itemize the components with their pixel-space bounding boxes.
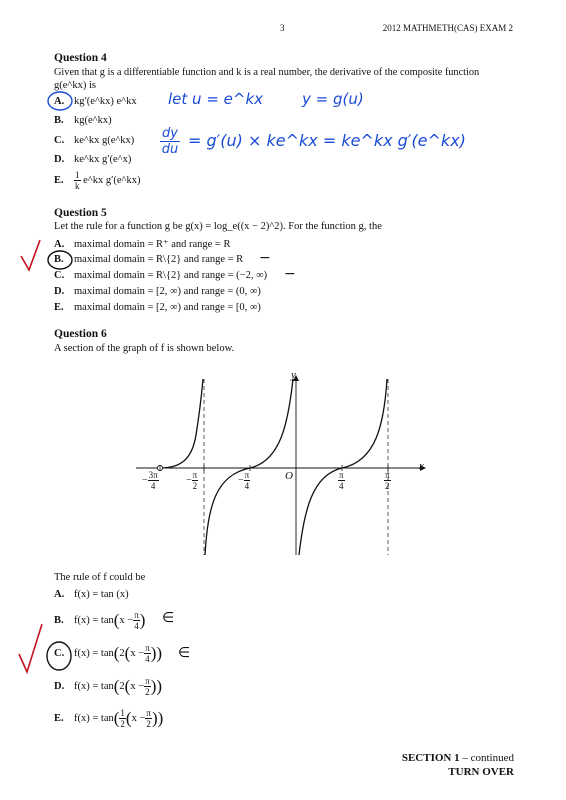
q5-dash-mark-c: −	[284, 266, 296, 282]
q4-option-c[interactable]	[54, 135, 134, 146]
frac-num: π	[145, 676, 150, 686]
option-text: maximal domain = [2, ∞) and range = (0, ∞)	[74, 286, 261, 297]
option-inner: x −	[130, 680, 145, 692]
handwriting-derivative: = g′(u) × ke^kx = ke^kx g′(e^kx)	[188, 131, 466, 150]
handwriting-dydu	[160, 126, 180, 157]
option-letter: E.	[54, 302, 64, 313]
tick-label-neg-3pi-4	[142, 470, 159, 491]
curve-branch-1	[160, 379, 203, 468]
option-coef: 2	[119, 680, 125, 692]
tick-label-pi-2	[384, 470, 391, 491]
option-letter: B.	[54, 614, 64, 626]
option-prefix: f(x) = tan	[74, 680, 114, 692]
frac-den: 2	[120, 719, 125, 729]
option-letter: C.	[54, 135, 65, 146]
option-letter: C.	[54, 647, 65, 659]
handwriting-y-gu: y = g(u)	[302, 90, 364, 108]
tick-den: 4	[339, 481, 344, 491]
hw-du: du	[161, 142, 179, 157]
footer-turn-over: TURN OVER	[448, 766, 514, 778]
frac-den: k	[75, 181, 80, 191]
option-text: maximal domain = R⁺ and range = R	[74, 239, 231, 250]
option-text: maximal domain = R\{2} and range = (−2, ∞)	[74, 270, 268, 281]
option-letter: C.	[54, 270, 65, 281]
footer-section	[402, 752, 514, 764]
q4-option-e[interactable]	[54, 170, 140, 191]
tick-den: 4	[150, 481, 156, 491]
option-coef: 2	[119, 647, 125, 659]
option-letter: B.	[54, 115, 64, 126]
tick-num: π	[192, 470, 198, 480]
tick-sign: −	[186, 474, 192, 486]
q4-stem-line1: Given that g is a differentiable function and k is a real number, the derivative of the composite function	[54, 67, 480, 78]
q4-stem-line2: g(e^kx) is	[54, 80, 96, 91]
q5-option-c[interactable]	[54, 270, 267, 281]
curve-branch-3	[299, 379, 387, 555]
option-letter: B.	[54, 254, 64, 265]
option-prefix: f(x) = tan	[74, 647, 114, 659]
option-text: maximal domain = R\{2} and range = R	[74, 254, 244, 265]
q6-graph	[130, 365, 430, 560]
tick-den: 2	[385, 481, 390, 491]
frac-den: 2	[146, 719, 151, 729]
footer-section-label: SECTION 1	[401, 752, 460, 764]
option-inner: x −	[130, 647, 145, 659]
q5-option-d[interactable]	[54, 286, 261, 297]
question-5-heading: Question 5	[54, 207, 107, 219]
frac-num: 1	[120, 708, 125, 718]
frac-den: 4	[145, 654, 150, 664]
option-letter: A.	[54, 96, 65, 107]
option-text: e^kx g′(e^kx)	[83, 174, 141, 186]
q6-option-c[interactable]: C. f(x) = tan(2(x − $\frac{\pi}{4}$ ))	[54, 643, 163, 664]
option-letter: A.	[54, 589, 65, 600]
option-letter: D.	[54, 154, 65, 165]
tick-num: π	[385, 470, 390, 480]
y-axis-label: y	[291, 369, 296, 381]
q6-mark-c: ∈	[178, 645, 191, 661]
frac-num: π	[146, 708, 151, 718]
option-prefix: f(x) = tan	[74, 614, 114, 626]
q6-rule-prompt: The rule of f could be	[54, 572, 146, 583]
option-text: maximal domain = [2, ∞) and range = [0, ∞)	[74, 302, 261, 313]
q5-option-b[interactable]	[54, 254, 243, 265]
q4-option-b[interactable]	[54, 115, 112, 126]
option-prefix: f(x) = tan	[74, 712, 114, 724]
frac-num: π	[134, 610, 139, 620]
tick-den: 2	[192, 481, 198, 491]
q6-option-a[interactable]	[54, 589, 129, 600]
option-text: f(x) = tan (x)	[74, 589, 129, 600]
frac-den: 2	[145, 687, 150, 697]
q4-option-d[interactable]	[54, 154, 131, 165]
tick-num: π	[244, 470, 250, 480]
x-axis-label: x	[419, 460, 424, 472]
option-letter: A.	[54, 239, 65, 250]
tick-num: 3π	[148, 470, 158, 480]
q5-option-e[interactable]	[54, 302, 261, 313]
tick-num: π	[339, 470, 344, 480]
option-letter: D.	[54, 286, 65, 297]
fraction-one-over-k	[74, 170, 81, 191]
hw-dy: dy	[162, 126, 178, 141]
tick-den: 4	[244, 481, 250, 491]
q6-option-b[interactable]: B. f(x) = tan(x − $\frac{\pi}{4}$ )	[54, 610, 146, 631]
q6-mark-b: ∈	[162, 610, 175, 626]
frac-den: 4	[134, 621, 139, 631]
q5-answer-mark	[18, 234, 78, 274]
option-inner: x −	[119, 614, 134, 626]
curve-branch-2	[205, 379, 293, 555]
option-letter: D.	[54, 680, 65, 692]
tick-sign: −	[142, 474, 148, 486]
q6-answer-mark	[16, 620, 76, 680]
page-number: 3	[280, 23, 285, 33]
question-4-heading: Question 4	[54, 52, 107, 64]
option-letter: E.	[54, 712, 64, 724]
origin-label: O	[285, 470, 293, 482]
option-text: ke^kx g′(e^x)	[74, 154, 132, 165]
tick-label-neg-pi-2	[186, 470, 198, 491]
frac-num: π	[145, 643, 150, 653]
option-text: kg′(e^kx) e^kx	[74, 96, 137, 107]
tick-label-pi-4	[338, 470, 345, 491]
question-6-heading: Question 6	[54, 328, 107, 340]
q6-option-d[interactable]: D. f(x) = tan(2(x − $\frac{\pi}{2}$ ))	[54, 676, 163, 697]
q5-dash-mark-b: −	[259, 250, 271, 266]
option-inner: x −	[131, 712, 146, 724]
q6-option-e[interactable]: E. f(x) = tan( $\frac{1}{2}$ (x − $\frac{\pi}{2}$ ))	[54, 708, 164, 729]
exam-title: 2012 MATHMETH(CAS) EXAM 2	[382, 23, 513, 33]
q5-stem: Let the rule for a function g be g(x) = log_e((x − 2)^2). For the function g, the	[54, 221, 382, 232]
tick-sign: −	[238, 474, 244, 486]
q4-answer-circle	[46, 90, 76, 112]
option-text: ke^kx g(e^kx)	[74, 135, 135, 146]
handwriting-let-u: let u = e^kx	[168, 90, 264, 108]
option-letter: E.	[54, 174, 64, 186]
footer-continued: – continued	[459, 752, 514, 764]
q5-option-a[interactable]	[54, 238, 230, 250]
option-text: kg(e^kx)	[74, 115, 112, 126]
tick-label-neg-pi-4	[238, 470, 250, 491]
frac-num: 1	[75, 170, 80, 180]
q6-stem: A section of the graph of f is shown below.	[54, 343, 235, 354]
